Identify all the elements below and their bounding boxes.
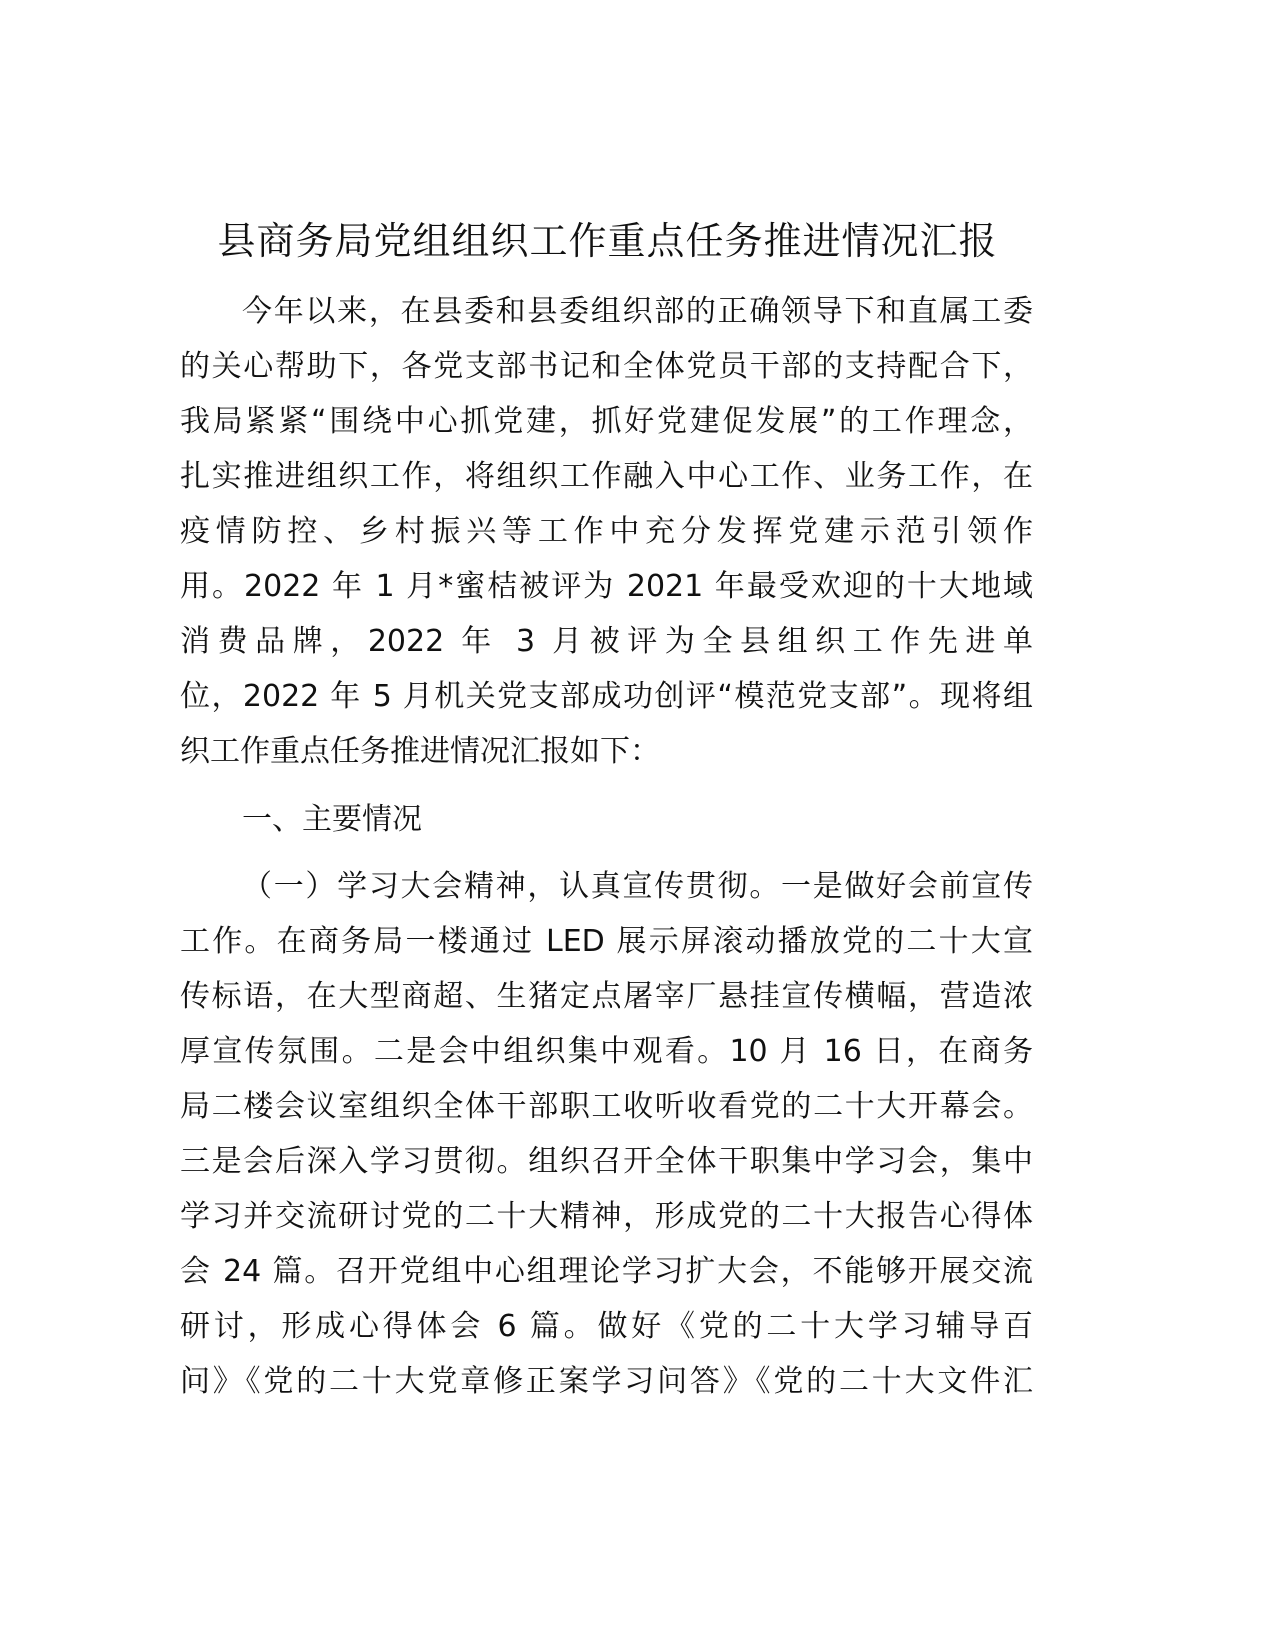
paragraph-line: 扎实推进组织工作，将组织工作融入中心工作、业务工作，在	[180, 459, 1033, 494]
paragraph-line: 位，2022 年 5 月机关党支部成功创评“模范党支部”。现将组	[180, 679, 1033, 714]
paragraph-line: （一）学习大会精神，认真宣传贯彻。一是做好会前宣传	[242, 869, 1033, 904]
paragraph-line: 三是会后深入学习贯彻。组织召开全体干职集中学习会，集中	[180, 1144, 1033, 1179]
paragraph-line: 学习并交流研讨党的二十大精神，形成党的二十大报告心得体	[180, 1199, 1033, 1234]
document-title: 县商务局党组组织工作重点任务推进情况汇报	[217, 219, 998, 263]
paragraph-line: 局二楼会议室组织全体干部职工收听收看党的二十大开幕会。	[180, 1089, 1033, 1124]
paragraph-line: 会 24 篇。召开党组中心组理论学习扩大会，不能够开展交流	[180, 1254, 1033, 1289]
paragraph-line: 问》《党的二十大党章修正案学习问答》《党的二十大文件汇	[180, 1364, 1033, 1399]
paragraph-line: 用。2022 年 1 月*蜜桔被评为 2021 年最受欢迎的十大地域	[180, 569, 1033, 604]
paragraph-line: 我局紧紧“围绕中心抓党建，抓好党建促发展”的工作理念，	[180, 404, 1033, 439]
paragraph-line: 的关心帮助下，各党支部书记和全体党员干部的支持配合下，	[180, 349, 1033, 384]
section-heading: 一、主要情况	[242, 802, 422, 837]
paragraph-line: 疫情防控、乡村振兴等工作中充分发挥党建示范引领作	[180, 514, 1033, 549]
paragraph-line: 传标语，在大型商超、生猪定点屠宰厂悬挂宣传横幅，营造浓	[180, 979, 1033, 1014]
paragraph-line: 消费品牌，2022 年 3 月被评为全县组织工作先进单	[180, 624, 1033, 659]
paragraph-line: 厚宣传氛围。二是会中组织集中观看。10 月 16 日，在商务	[180, 1034, 1033, 1069]
paragraph-line: 研讨，形成心得体会 6 篇。做好《党的二十大学习辅导百	[180, 1309, 1033, 1344]
paragraph-line: 工作。在商务局一楼通过 LED 展示屏滚动播放党的二十大宣	[180, 924, 1033, 959]
paragraph-line: 织工作重点任务推进情况汇报如下：	[180, 734, 660, 769]
paragraph-line: 今年以来，在县委和县委组织部的正确领导下和直属工委	[242, 294, 1033, 329]
